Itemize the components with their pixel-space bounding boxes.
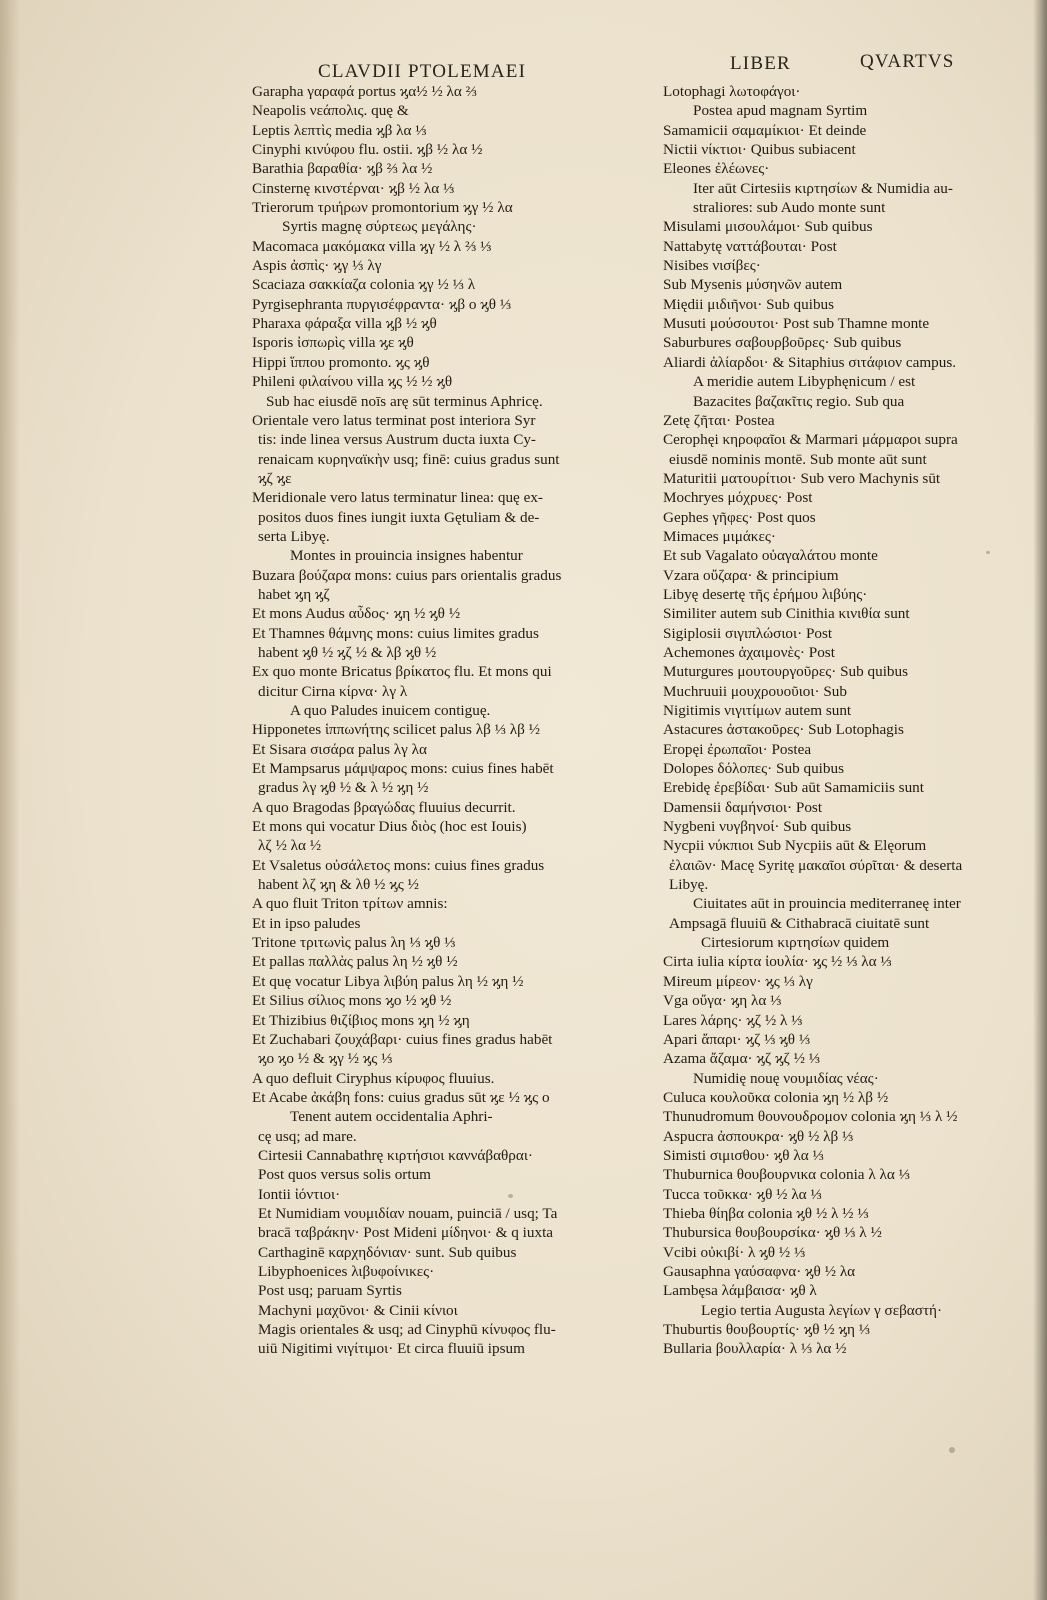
text-line: Mimaces μιμάκες·	[663, 527, 776, 545]
text-line: Nygbeni νυγβηνοί· Sub quibus	[663, 818, 852, 836]
text-line: Damensii δαμήνσιοι· Post	[663, 798, 823, 816]
text-line: Et Zuchabari ζουχάβαρι· cuius fines gradus habēt	[252, 1030, 553, 1048]
text-line: Vzara οὔζαρα· & principium	[663, 566, 839, 584]
text-line: Libyphoenices λιβυφοίνικες·	[258, 1262, 435, 1280]
text-line: Samamicii σαμαμίκιοι· Et deinde	[663, 121, 867, 139]
text-line: Saburbures σαβουρβοῦρες· Sub quibus	[663, 334, 902, 352]
text-line: Et sub Vagalato οὐαγαλάτου monte	[663, 547, 878, 565]
text-line: Erebidę ἐρεβίδαι· Sub aūt Samamiciis sunt	[663, 779, 924, 797]
text-line: Syrtis magnę σύρτεως μεγάλης·	[282, 218, 477, 236]
text-line: λζ ½ λα ½	[258, 837, 322, 855]
text-line: Hipponetes ἱππωνήτης scilicet palus λβ ⅓ λβ ½	[252, 721, 541, 739]
text-line: Montes in prouincia insignes habentur	[290, 547, 523, 565]
text-line: Neapolis νεάπολις. quę &	[252, 102, 409, 120]
text-line: Et quę vocatur Libya λιβύη palus λη ½ ϗη ½	[252, 972, 524, 990]
running-head-quartus: QVARTVS	[860, 51, 955, 72]
text-line: Ciuitates aūt in prouincia mediterraneę inter	[693, 895, 961, 913]
text-line: A quo Paludes inuicem contiguę.	[290, 702, 491, 719]
text-line: Phileni φιλαίνου villa ϗς ½ ½ ϗθ	[252, 373, 453, 391]
ink-speck	[508, 1194, 513, 1198]
text-line: Et Sisara σισάρα palus λγ λα	[252, 740, 428, 758]
text-line: Maturitii ματουρίτιοι· Sub vero Machynis sūt	[663, 469, 941, 487]
text-line: Hippi ἵππου promonto. ϗς ϗθ	[252, 353, 430, 371]
text-line: eiusdē nominis montē. Sub monte aūt sunt	[669, 450, 927, 468]
text-line: Muturgures μουτουργοῦρες· Sub quibus	[663, 663, 909, 681]
text-line: Cirtesiorum κιρτησίων quidem	[701, 934, 890, 952]
text-line: Numidię nouę νουμιδίας νέας·	[693, 1069, 879, 1087]
text-line: ϗζ ϗε	[258, 469, 292, 487]
text-line: Et in ipso paludes	[252, 914, 361, 932]
text-line: Pharaxa φάραξα villa ϗβ ½ ϗθ	[252, 315, 437, 333]
text-line: Międii μιδιῆνοι· Sub quibus	[663, 295, 835, 313]
text-line: Lambęsa λάμβαισα· ϗθ λ	[663, 1282, 817, 1300]
text-line: Libyę.	[669, 876, 709, 894]
text-line: Trierorum τριήρων promontorium ϗγ ½ λα	[252, 199, 513, 217]
text-line: Lares λάρης· ϗζ ½ λ ⅓	[663, 1011, 803, 1029]
text-line: positos duos fines iungit iuxta Gętuliam & de-	[258, 508, 540, 526]
text-line: Iter aūt Cirtesiis κιρτησίων & Numidia au-	[693, 179, 953, 197]
text-line: Et Thamnes θάμνης mons: cuius limites gradus	[252, 624, 539, 642]
text-line: Musuti μούσουτοι· Post sub Thamne monte	[663, 315, 930, 333]
text-line: Legio tertia Augusta λεγίων γ σεβαστή·	[701, 1301, 943, 1319]
text-line: Nictii νίκτιοι· Quibus subiacent	[663, 141, 856, 159]
text-line: Gausaphna γαύσαφνα· ϗθ ½ λα	[663, 1262, 856, 1280]
text-line: Vcibi οὐκιβί· λ ϗθ ½ ⅓	[663, 1243, 806, 1261]
text-line: Et pallas παλλὰς palus λη ½ ϗθ ½	[252, 953, 458, 971]
text-line: Cirtesii Cannabathrę κιρτήσιοι καννάβαθραι·	[258, 1146, 533, 1164]
text-line: Cinsternę κινστέρναι· ϗβ ½ λα ⅓	[252, 179, 455, 197]
text-line: Gephes γῆφες· Post quos	[663, 508, 816, 526]
text-line: Sub hac eiusdē noīs arę sūt terminus Aphricę.	[266, 392, 543, 410]
text-line: Magis orientales & usq; ad Cinyphū κίνυφος flu-	[258, 1321, 556, 1338]
text-line: Aspucra ἀσπουκρα· ϗθ ½ λβ ⅓	[663, 1127, 854, 1145]
text-line: Bazacites βαζακῖτις regio. Sub qua	[693, 392, 905, 410]
text-line: Carthaginē καρχηδόνιαν· sunt. Sub quibus	[258, 1243, 517, 1261]
right-text-column	[663, 82, 1018, 1359]
text-line: habet ϗη ϗζ	[258, 585, 330, 603]
text-line: serta Libyę.	[258, 527, 330, 545]
running-head-liber: LIBER	[730, 53, 791, 74]
text-line: Nattabytę ναττάβουται· Post	[663, 237, 837, 255]
text-line: Post quos versus solis ortum	[258, 1166, 431, 1184]
text-line: Thunudromum θουνουδρομον colonia ϗη ⅓ λ ½	[663, 1108, 958, 1126]
text-line: Sigiplosii σιγιπλώσιοι· Post	[663, 624, 833, 642]
text-line: Et Thizibius θιζίβιος mons ϗη ½ ϗη	[252, 1011, 470, 1029]
text-line: Culuca κουλοῦκα colonia ϗη ½ λβ ½	[663, 1088, 889, 1106]
left-text-column	[252, 82, 612, 1359]
text-line: Thubursica θουβουρσίκα· ϗθ ⅓ λ ½	[663, 1224, 882, 1242]
text-line: straliores: sub Audo monte sunt	[693, 199, 886, 217]
text-line: Simisti σιμισθου· ϗθ λα ⅓	[663, 1146, 824, 1164]
text-line: Cerophęi κηροφαῖοι & Marmari μάρμαροι supra	[663, 431, 958, 449]
text-line: Leptis λεπτὶς media ϗβ λα ⅓	[252, 121, 427, 139]
text-line: Postea apud magnam Syrtim	[693, 102, 868, 120]
text-line: Et Acabe ἀκάβη fons: cuius gradus sūt ϗε ½ ϗς ο	[252, 1088, 550, 1106]
text-line: dicitur Cirna κίρνα· λγ λ	[258, 682, 408, 700]
text-line: Ex quo monte Bricatus βρίκατος flu. Et mons qui	[252, 663, 552, 681]
text-line: Astacures ἀστακοῦρες· Sub Lotophagis	[663, 721, 904, 739]
text-line: Tucca τοῦκκα· ϗθ ½ λα ⅓	[663, 1185, 822, 1203]
text-line: habent λζ ϗη & λθ ½ ϗς ½	[258, 876, 419, 894]
text-line: A meridie autem Libyphęnicum / est	[693, 373, 916, 391]
text-line: Et Numidiam νουμιδίαν nouam, puinciā / usq; Ta	[258, 1204, 558, 1222]
text-line: A quo defluit Ciryphus κίρυφος fluuius.	[252, 1069, 495, 1087]
text-line: Thieba θίηβα colonia ϗθ ½ λ ½ ⅓	[663, 1204, 869, 1222]
text-line: Garapha γαραφά portus ϗα½ ½ λα ⅔	[252, 83, 478, 100]
text-line: Nycpii νύκπιοι Sub Nycpiis aūt & Elęorum	[663, 837, 927, 855]
text-line: Azama ἄζαμα· ϗζ ϗζ ½ ⅓	[663, 1050, 821, 1068]
ink-speck	[949, 1447, 955, 1453]
text-line: Sub Mysenis μύσηνῶν autem	[663, 276, 843, 294]
text-line: gradus λγ ϗθ ½ & λ ½ ϗη ½	[258, 779, 429, 797]
text-line: Muchruuii μουχρουοῦιοι· Sub	[663, 682, 847, 700]
text-line: Barathia βαραθία· ϗβ ⅔ λα ½	[252, 160, 433, 178]
text-line: Cinyphi κινύφου flu. ostii. ϗβ ½ λα ½	[252, 141, 483, 159]
text-line: Isporis ἰσπωρὶς villa ϗε ϗθ	[252, 334, 414, 352]
text-line: Apari ἄπαρι· ϗζ ⅓ ϗθ ⅓	[663, 1030, 811, 1048]
text-line: renaicam κυρηναϊκὴν usq; finē: cuius gradus sunt	[258, 450, 560, 468]
text-line: Eleones ἐλέωνες·	[663, 160, 770, 178]
text-line: Meridionale vero latus terminatur linea: quę ex-	[252, 489, 543, 507]
text-line: Achemones ἀχαιμονὲς· Post	[663, 643, 835, 661]
text-line: Dolopes δόλοπες· Sub quibus	[663, 760, 844, 778]
text-line: Zetę ζῆται· Postea	[663, 411, 775, 429]
running-head-left: CLAVDII PTOLEMAEI	[318, 61, 527, 82]
text-line: Mochryes μόχρυες· Post	[663, 489, 813, 507]
text-line: ϗο ϗο ½ & ϗγ ½ ϗς ⅓	[258, 1050, 393, 1068]
text-line: Eropęi ἐρωπαῖοι· Postea	[663, 740, 812, 758]
text-line: Post usq; paruam Syrtis	[258, 1282, 402, 1300]
text-line: Et Silius σίλιος mons ϗο ½ ϗθ ½	[252, 992, 452, 1010]
text-line: ἐλαιῶν· Macę Syritę μακαῖοι σύρῖται· & deserta	[669, 856, 963, 874]
text-line: Scaciaza σακκίαζα colonia ϗγ ½ ⅓ λ	[252, 276, 476, 294]
text-line: Misulami μισουλάμοι· Sub quibus	[663, 218, 873, 236]
text-line: Thuburnica θουβουρνικα colonia λ λα ⅓	[663, 1166, 911, 1184]
text-line: Libyę desertę τῆς ἐρήμου λιβύης·	[663, 585, 868, 603]
text-line: Macomaca μακόμακα villa ϗγ ½ λ ⅔ ⅓	[252, 237, 492, 255]
text-line: Thuburtis θουβουρτίς· ϗθ ½ ϗη ⅓	[663, 1321, 871, 1338]
text-line: Iontii ἰόντιοι·	[258, 1185, 341, 1203]
text-line: bracā ταβράκην· Post Mideni μίδηνοι· & q iuxta	[258, 1224, 554, 1242]
text-line: Orientale vero latus terminat post interiora Syr	[252, 411, 536, 429]
text-line: Et mons qui vocatur Dius διὸς (hoc est Iouis)	[252, 818, 527, 836]
text-line: Aspis ἀσπὶς· ϗγ ⅓ λγ	[252, 257, 382, 275]
ink-speck	[986, 551, 990, 554]
text-line: Machyni μαχῦνοι· & Cinii κίνιοι	[258, 1301, 458, 1319]
text-line: Pyrgisephranta πυργισέφραντα· ϗβ ο ϗθ ⅓	[252, 295, 512, 313]
text-line: Tritone τριτωνὶς palus λη ⅓ ϗθ ⅓	[252, 934, 456, 952]
text-line: Aliardi ἀλίαρδοι· & Sitaphius σιτάφιον campus.	[663, 353, 957, 371]
text-line: Et mons Audus αὖδος· ϗη ½ ϗθ ½	[252, 605, 461, 623]
text-line: A quo Bragodas βραγώδας fluuius decurrit.	[252, 798, 516, 816]
text-line: Nisibes νισίβες·	[663, 257, 761, 275]
text-line: Mireum μίρεον· ϗς ⅓ λγ	[663, 972, 813, 990]
text-line: Buzara βούζαρα mons: cuius pars orientalis gradus	[252, 566, 562, 584]
text-line: Bullaria βουλλαρία· λ ⅓ λα ½	[663, 1340, 847, 1358]
text-line: Lotophagi λωτοφάγοι·	[663, 83, 801, 100]
right-page-edge	[1033, 0, 1047, 1600]
text-line: Cirta iulia κίρτα ἰουλία· ϗς ½ ⅓ λα ⅓	[663, 953, 892, 971]
text-line: cę usq; ad mare.	[258, 1127, 357, 1145]
text-line: Tenent autem occidentalia Aphri-	[290, 1108, 493, 1126]
text-line: A quo fluit Triton τρίτων amnis:	[252, 895, 448, 913]
text-line: Ampsagā fluuiū & Cithabracā ciuitatē sunt	[669, 914, 930, 932]
text-line: uiū Nigitimi νιγίτιμοι· Et circa fluuiū ipsum	[258, 1340, 525, 1358]
text-line: Et Mampsarus μάμψαρος mons: cuius fines habēt	[252, 760, 554, 778]
text-line: Et Vsaletus οὐσάλετος mons: cuius fines gradus	[252, 856, 545, 874]
text-line: Vga οὔγα· ϗη λα ⅓	[663, 992, 782, 1010]
left-page-edge	[0, 0, 20, 1600]
text-line: Nigitimis νιγιτίμων autem sunt	[663, 702, 852, 719]
text-line: habent ϗθ ½ ϗζ ½ & λβ ϗθ ½	[258, 643, 437, 661]
text-line: Similiter autem sub Cinithia κινιθία sunt	[663, 605, 910, 623]
text-line: tis: inde linea versus Austrum ducta iuxta Cy-	[258, 431, 536, 449]
